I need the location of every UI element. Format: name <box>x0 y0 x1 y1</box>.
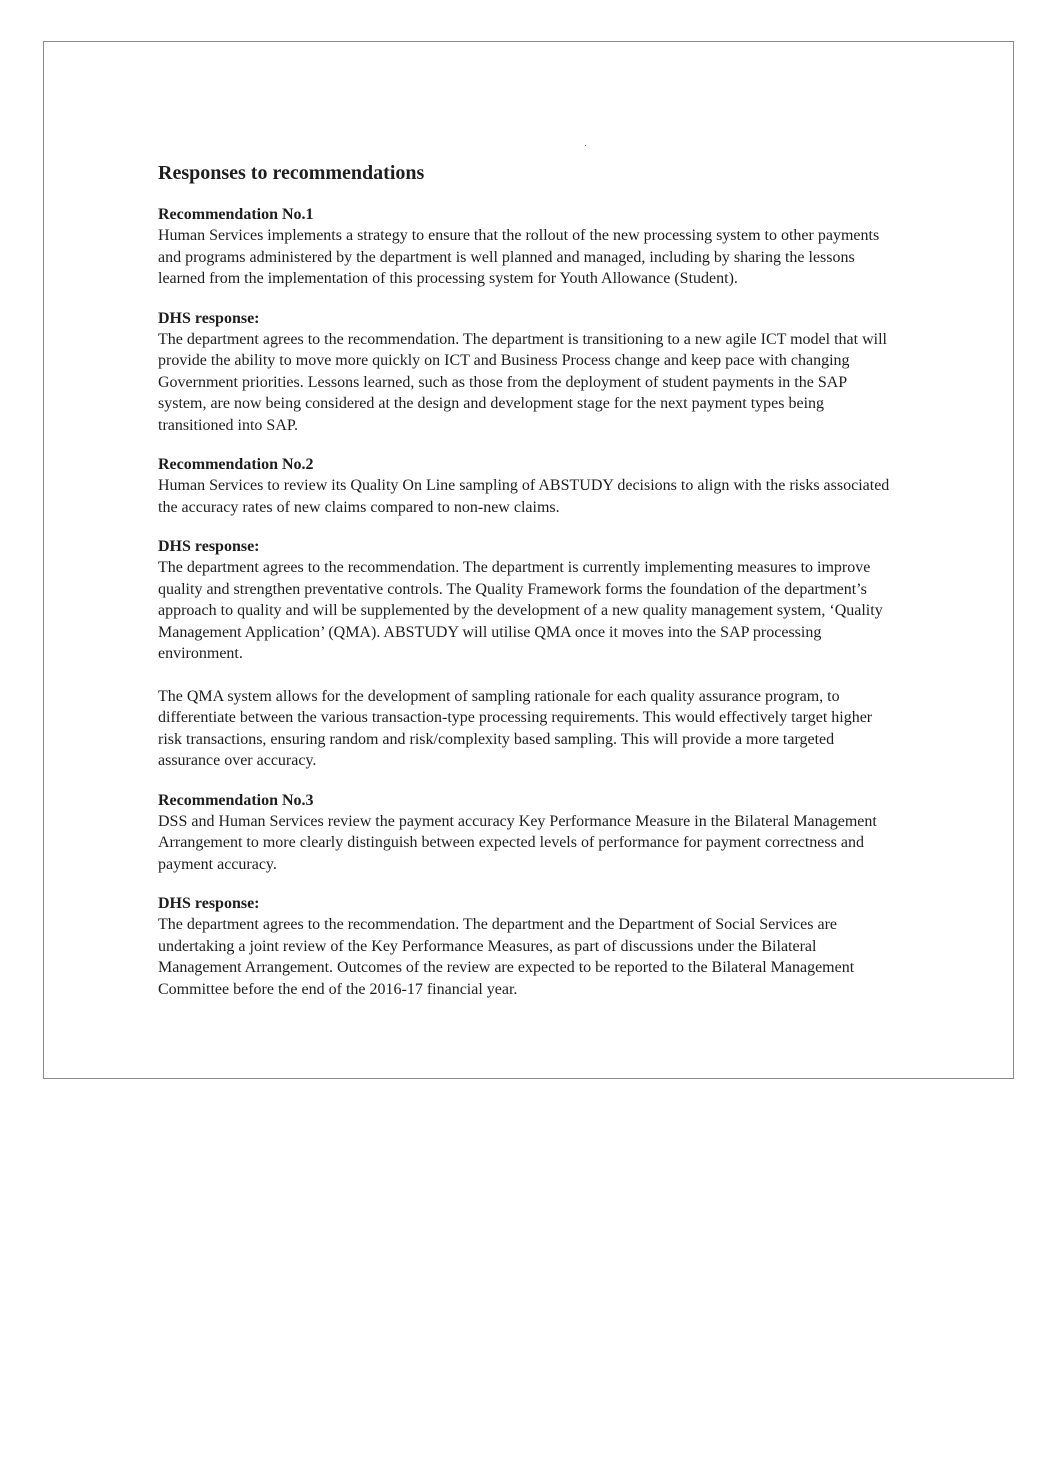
page-title: Responses to recommendations <box>158 162 425 184</box>
section-dhs-response-3 <box>158 894 898 1000</box>
section-heading: DHS response: <box>158 895 260 912</box>
section-paragraph: The department agrees to the recommendation. The department is currently implementing measures to improve quality and strengthen preventative controls. The Quality Framework forms the foundation of the department’s approach to quality and will be supplemented by the development of a new quality management system, ‘Quality Management Application’ (QMA). ABSTUDY will utilise QMA once it moves into the SAP processing environment. <box>158 559 883 662</box>
section-dhs-response-1 <box>158 309 898 437</box>
section-heading: Recommendation No.1 <box>158 206 314 223</box>
section-heading: DHS response: <box>158 309 260 327</box>
section-heading: Recommendation No.2 <box>158 456 314 473</box>
document-body <box>158 160 898 1019</box>
section-recommendation-2 <box>158 455 898 518</box>
section-dhs-response-2 <box>158 537 898 772</box>
section-paragraph: The QMA system allows for the development of sampling rationale for each quality assurance program, to differentiate between the various transaction-type processing requirements. This would effectively target higher risk transactions, ensuring random and risk/complexity based sampling. This will provide a more targeted assurance over accuracy. <box>158 687 873 769</box>
section-recommendation-1 <box>158 205 898 290</box>
scan-speck <box>585 145 586 146</box>
section-paragraph: The department agrees to the recommendation. The department is transitioning to a new agile ICT model that will provide the ability to move more quickly on ICT and Business Process change and keep pace with changing Government priorities. Lessons learned, such as those from the deployment of student payments in the SAP system, are now being considered at the design and development stage for the next payment types being transitioned into SAP. <box>158 330 887 434</box>
section-paragraph: Human Services implements a strategy to ensure that the rollout of the new processing system to other payments and programs administered by the department is well planned and managed, including by sharing the lessons learned from the implementation of this processing system for Youth Allowance (Student). <box>158 227 880 287</box>
section-recommendation-3 <box>158 791 898 876</box>
section-paragraph: DSS and Human Services review the payment accuracy Key Performance Measure in the Bilateral Management Arrangement to more clearly distinguish between expected levels of performance for payment correctness and payment accuracy. <box>158 812 877 873</box>
section-paragraph: Human Services to review its Quality On Line sampling of ABSTUDY decisions to align with the risks associated the accuracy rates of new claims compared to non-new claims. <box>158 477 890 516</box>
section-paragraph: The department agrees to the recommendation. The department and the Department of Social Services are undertaking a joint review of the Key Performance Measures, as part of discussions under the Bilateral Management Arrangement. Outcomes of the review are expected to be reported to the Bilateral Management Committee before the end of the 2016-17 financial year. <box>158 916 855 998</box>
section-heading: DHS response: <box>158 538 260 555</box>
section-heading: Recommendation No.3 <box>158 791 314 809</box>
